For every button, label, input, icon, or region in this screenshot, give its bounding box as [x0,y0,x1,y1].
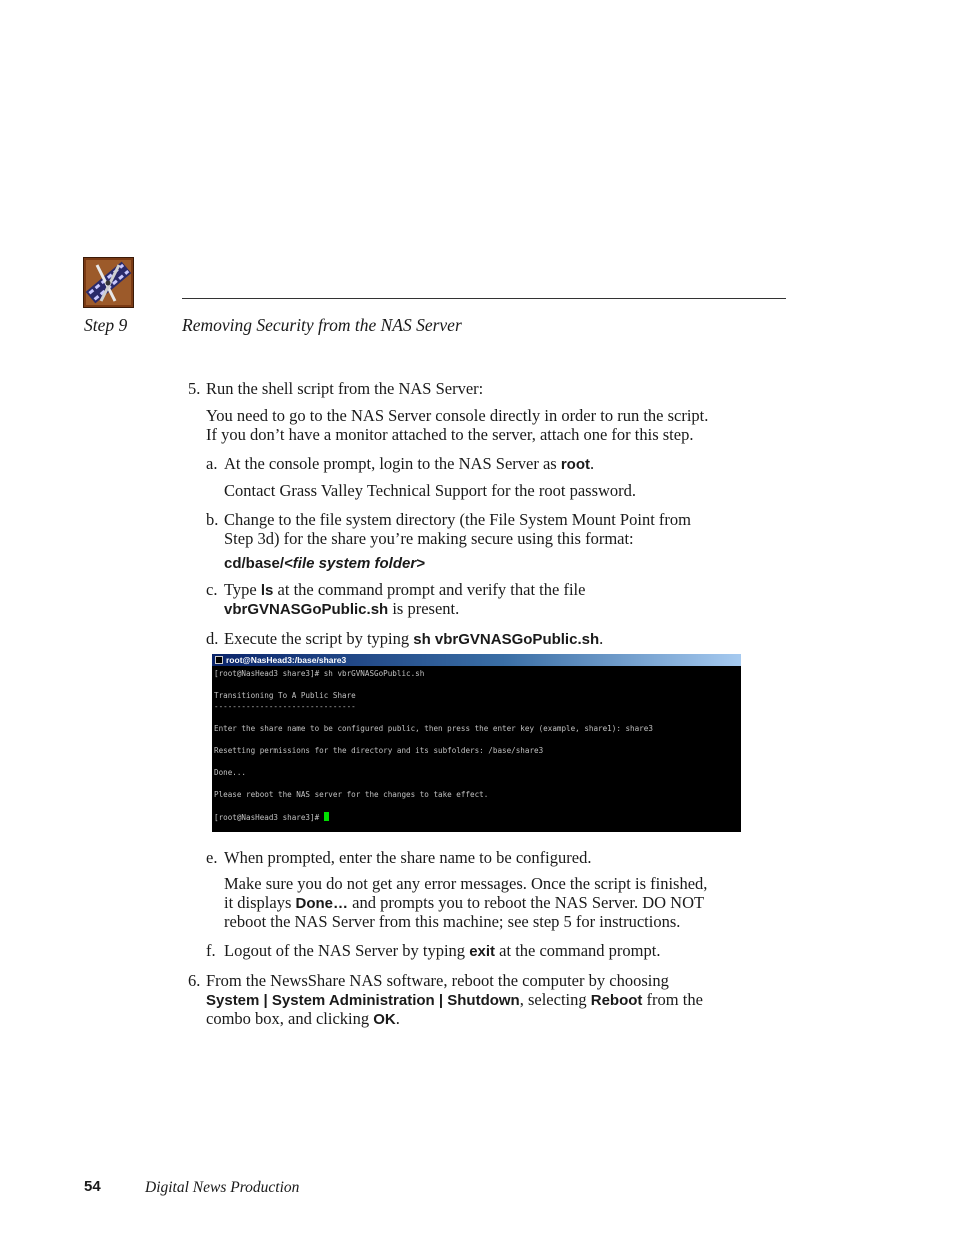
substep-e-text: When prompted, enter the share name to be configured. [224,848,592,867]
section-title: Removing Security from the NAS Server [182,315,462,335]
substep-f-end: at the command prompt. [495,941,661,960]
cd-command-placeholder: <file system folder> [284,555,425,572]
substep-c-end: is present. [388,599,460,618]
ok-button-label: OK [373,1011,396,1028]
header-rule [182,298,786,299]
sh-command: sh vbrGVNASGoPublic.sh [413,631,600,648]
substep-f-text [224,941,660,961]
step-5-text: Run the shell script from the NAS Server: [206,379,484,398]
substep-b-line1: Change to the file system directory (the File System Mount Point from [224,510,691,529]
step-6-number: 6. [188,971,201,990]
terminal-line: Please reboot the NAS server for the changes to take effect. [214,790,489,799]
terminal-prompt: [root@NasHead3 share3]# [214,813,324,822]
terminal-line: ------------------------------- [214,702,356,711]
root-user-label: root [560,456,590,473]
step-6-line3 [206,1009,400,1029]
step-6-line2 [206,990,703,1010]
substep-c-line2 [224,599,459,619]
step-6-line3-end: . [395,1009,400,1028]
done-message: Done… [295,895,349,912]
substep-c-mid: at the command prompt and verify that the file [273,580,586,599]
substep-f-letter: f. [206,941,216,960]
substep-a-note: Contact Grass Valley Technical Support for the root password. [224,481,637,500]
substep-d-letter: d. [206,629,219,648]
product-logo-icon [83,257,134,308]
substep-e-note2-post: and prompts you to reboot the NAS Server. DO NOT [348,893,705,912]
step-6-mid: , selecting [519,990,591,1009]
terminal-line: [root@NasHead3 share3]# sh vbrGVNASGoPublic.sh [214,669,425,678]
step-6-line3-pre: combo box, and clicking [206,1009,374,1028]
substep-f-main: Logout of the NAS Server by typing [224,941,470,960]
script-filename: vbrGVNASGoPublic.sh [224,601,389,618]
terminal-line: Transitioning To A Public Share [214,691,356,700]
terminal-line: Done... [214,768,247,777]
substep-d-period: . [599,629,604,648]
page-number: 54 [84,1178,101,1195]
terminal-line: Enter the share name to be configured public, then press the enter key (example, share1): share3 [214,724,653,733]
substep-c-line1 [224,580,585,600]
cd-command: cd/base/ [224,555,285,572]
step-label: Step 9 [84,315,128,335]
substep-e-note2 [224,893,704,913]
substep-b-command [224,553,425,573]
substep-b-line2: Step 3d) for the share you’re making secure using this format: [224,529,634,548]
substep-c-letter: c. [206,580,218,599]
terminal-prompt-line [214,812,329,822]
substep-e-note2-pre: it displays [224,893,296,912]
step-5-intro-line2: If you don’t have a monitor attached to the server, attach one for this step. [206,425,694,444]
terminal-cursor [324,812,329,821]
step-5-number: 5. [188,379,201,398]
substep-a-text-main: At the console prompt, login to the NAS Server as [224,454,561,473]
menu-path: System | System Administration | Shutdown [206,992,520,1009]
exit-command: exit [469,943,496,960]
substep-a-period: . [590,454,595,473]
step-6-line2-end: from the [642,990,703,1009]
terminal-window [212,654,741,832]
step-5-intro-line1: You need to go to the NAS Server console directly in order to run the script. [206,406,709,425]
step-6-line1: From the NewsShare NAS software, reboot the computer by choosing [206,971,669,990]
book-title: Digital News Production [145,1179,300,1196]
terminal-title: root@NasHead3:/base/share3 [226,655,347,665]
substep-c-pre: Type [224,580,261,599]
substep-a-letter: a. [206,454,218,473]
substep-e-letter: e. [206,848,218,867]
reboot-option: Reboot [590,992,643,1009]
substep-d-main: Execute the script by typing [224,629,414,648]
substep-b-letter: b. [206,510,219,529]
ls-command: ls [260,582,274,599]
terminal-icon [215,656,223,664]
substep-a-text [224,454,594,474]
substep-e-note1: Make sure you do not get any error messages. Once the script is finished, [224,874,708,893]
substep-e-note3: reboot the NAS Server from this machine; see step 5 for instructions. [224,912,681,931]
terminal-title-bar [212,654,741,666]
substep-d-text [224,629,603,649]
terminal-line: Resetting permissions for the directory and its subfolders: /base/share3 [214,746,544,755]
